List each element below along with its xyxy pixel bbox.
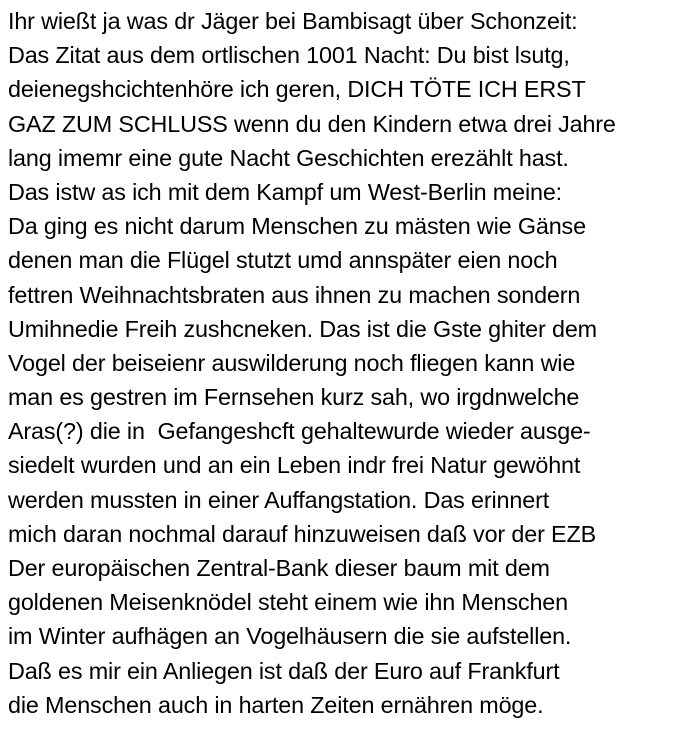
text-line: GAZ ZUM SCHLUSS wenn du den Kindern etwa drei Jahre — [8, 110, 616, 137]
text-body — [8, 4, 684, 722]
text-line: fettren Weihnachtsbraten aus ihnen zu machen sondern — [8, 281, 581, 308]
text-line: Da ging es nicht darum Menschen zu mästen wie Gänse — [8, 213, 586, 240]
text-line: denen man die Flügel stutzt umd annspäter eien noch — [8, 247, 558, 274]
text-line: Umihnedie Freih zushcneken. Das ist die Gste ghiter dem — [8, 315, 597, 342]
text-line: lang imemr eine gute Nacht Geschichten erezählt hast. — [8, 144, 569, 171]
text-line: die Menschen auch in harten Zeiten ernähren möge. — [8, 691, 544, 718]
text-line: siedelt wurden und an ein Leben indr frei Natur gewöhnt — [8, 452, 581, 479]
text-line: Vogel der beiseienr auswilderung noch fliegen kann wie — [8, 349, 576, 376]
text-line: Der europäischen Zentral-Bank dieser baum mit dem — [8, 555, 550, 581]
text-line: im Winter aufhägen an Vogelhäusern die sie aufstellen. — [8, 623, 572, 650]
text-line: Aras(?) die in Gefangeshcft gehaltewurde wieder ausge- — [8, 418, 591, 445]
text-line: Das istw as ich mit dem Kampf um West-Berlin meine: — [8, 178, 563, 205]
text-line: mich daran nochmal darauf hinzuweisen daß vor der EZB — [8, 520, 597, 547]
text-line: Daß es mir ein Anliegen ist daß der Euro auf Frankfurt — [8, 657, 560, 684]
text-line: Ihr wießt ja was dr Jäger bei Bambisagt über Schonzeit: — [8, 8, 578, 34]
text-line: man es gestren im Fernsehen kurz sah, wo irgdnwelche — [8, 384, 580, 411]
text-line: Das Zitat aus dem ortlischen 1001 Nacht: Du bist lsutg, — [8, 42, 570, 69]
text-line: goldenen Meisenknödel steht einem wie ihn Menschen — [8, 589, 568, 616]
text-line: deienegshcichtenhöre ich geren, DICH TÖTE ICH ERST — [8, 76, 586, 103]
text-line: werden mussten in einer Auffangstation. Das erinnert — [8, 486, 550, 513]
